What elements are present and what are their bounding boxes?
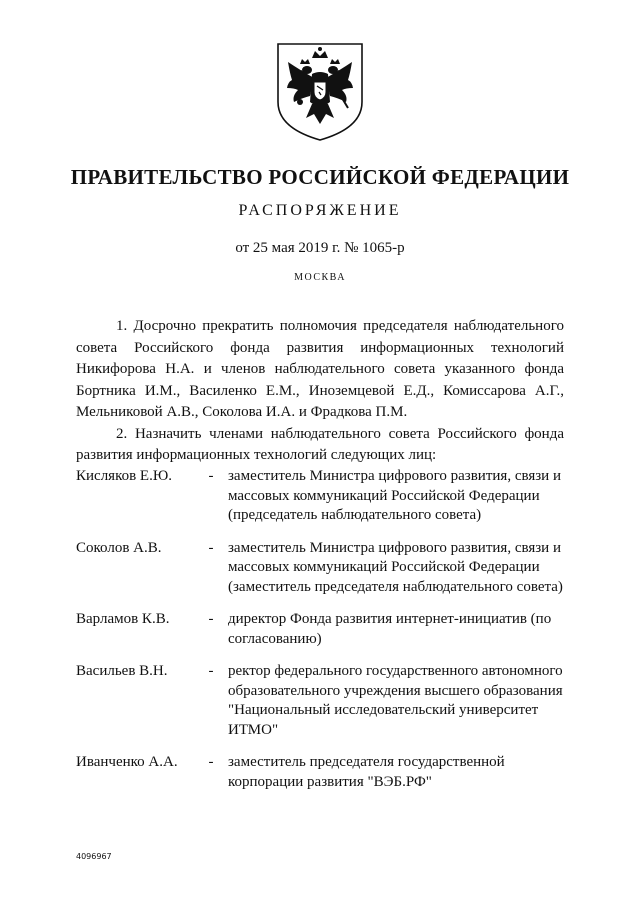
member-entry bbox=[76, 539, 576, 598]
member-role: директор Фонда развития интернет-инициатив (по согласованию) bbox=[228, 611, 552, 647]
member-name: Иванченко А.А. bbox=[76, 754, 178, 770]
member-role: заместитель председателя государственной корпорации развития "ВЭБ.РФ" bbox=[228, 754, 505, 790]
paragraph-2: 2. Назначить членами наблюдательного совета Российского фонда развития информационных технологий следующих лиц: bbox=[76, 425, 564, 463]
member-name: Васильев В.Н. bbox=[76, 663, 168, 679]
member-entry bbox=[76, 467, 576, 526]
member-name: Соколов А.В. bbox=[76, 539, 162, 556]
document-body bbox=[76, 316, 564, 467]
document-city: МОСКВА bbox=[294, 272, 346, 283]
member-entry bbox=[76, 662, 576, 740]
member-role: заместитель Министра цифрового развития, связи и массовых коммуникаций Российской Федерации (председатель наблюдательного совета) bbox=[228, 468, 561, 523]
member-dash: - bbox=[208, 611, 214, 627]
members-list bbox=[76, 467, 576, 792]
member-name: Варламов К.В. bbox=[76, 611, 170, 627]
document-code: 4096967 bbox=[76, 852, 112, 861]
member-dash: - bbox=[208, 754, 214, 770]
member-role: ректор федерального государственного автономного образовательного учреждения высшего образования "Национальный исследовательский университет ИТМО" bbox=[228, 663, 563, 738]
coat-of-arms-icon bbox=[270, 40, 370, 144]
member-name: Кисляков Е.Ю. bbox=[76, 468, 173, 484]
paragraph-1: 1. Досрочно прекратить полномочия председателя наблюдательного совета Российского фонда развития информационных технологий Никифорова Н.А. и членов наблюдательного совета указанного фонда Бортника И.М., Василенко Е.М., Иноземцевой Е.Д., Комиссарова А.Г., Мельниковой А.В., Соколова И.А. и Фрадкова П.М. bbox=[76, 318, 564, 420]
member-dash: - bbox=[208, 663, 214, 679]
document-type: РАСПОРЯЖЕНИЕ bbox=[238, 202, 402, 219]
member-dash: - bbox=[208, 468, 214, 484]
member-dash: - bbox=[208, 539, 214, 556]
member-role: заместитель Министра цифрового развития, связи и массовых коммуникаций Российской Федерации (заместитель председателя наблюдательного совета) bbox=[228, 539, 563, 595]
member-entry bbox=[76, 610, 576, 649]
member-entry bbox=[76, 753, 576, 792]
document-date-number: от 25 мая 2019 г. № 1065-р bbox=[235, 240, 405, 256]
government-title: ПРАВИТЕЛЬСТВО РОССИЙСКОЙ ФЕДЕРАЦИИ bbox=[70, 165, 570, 189]
